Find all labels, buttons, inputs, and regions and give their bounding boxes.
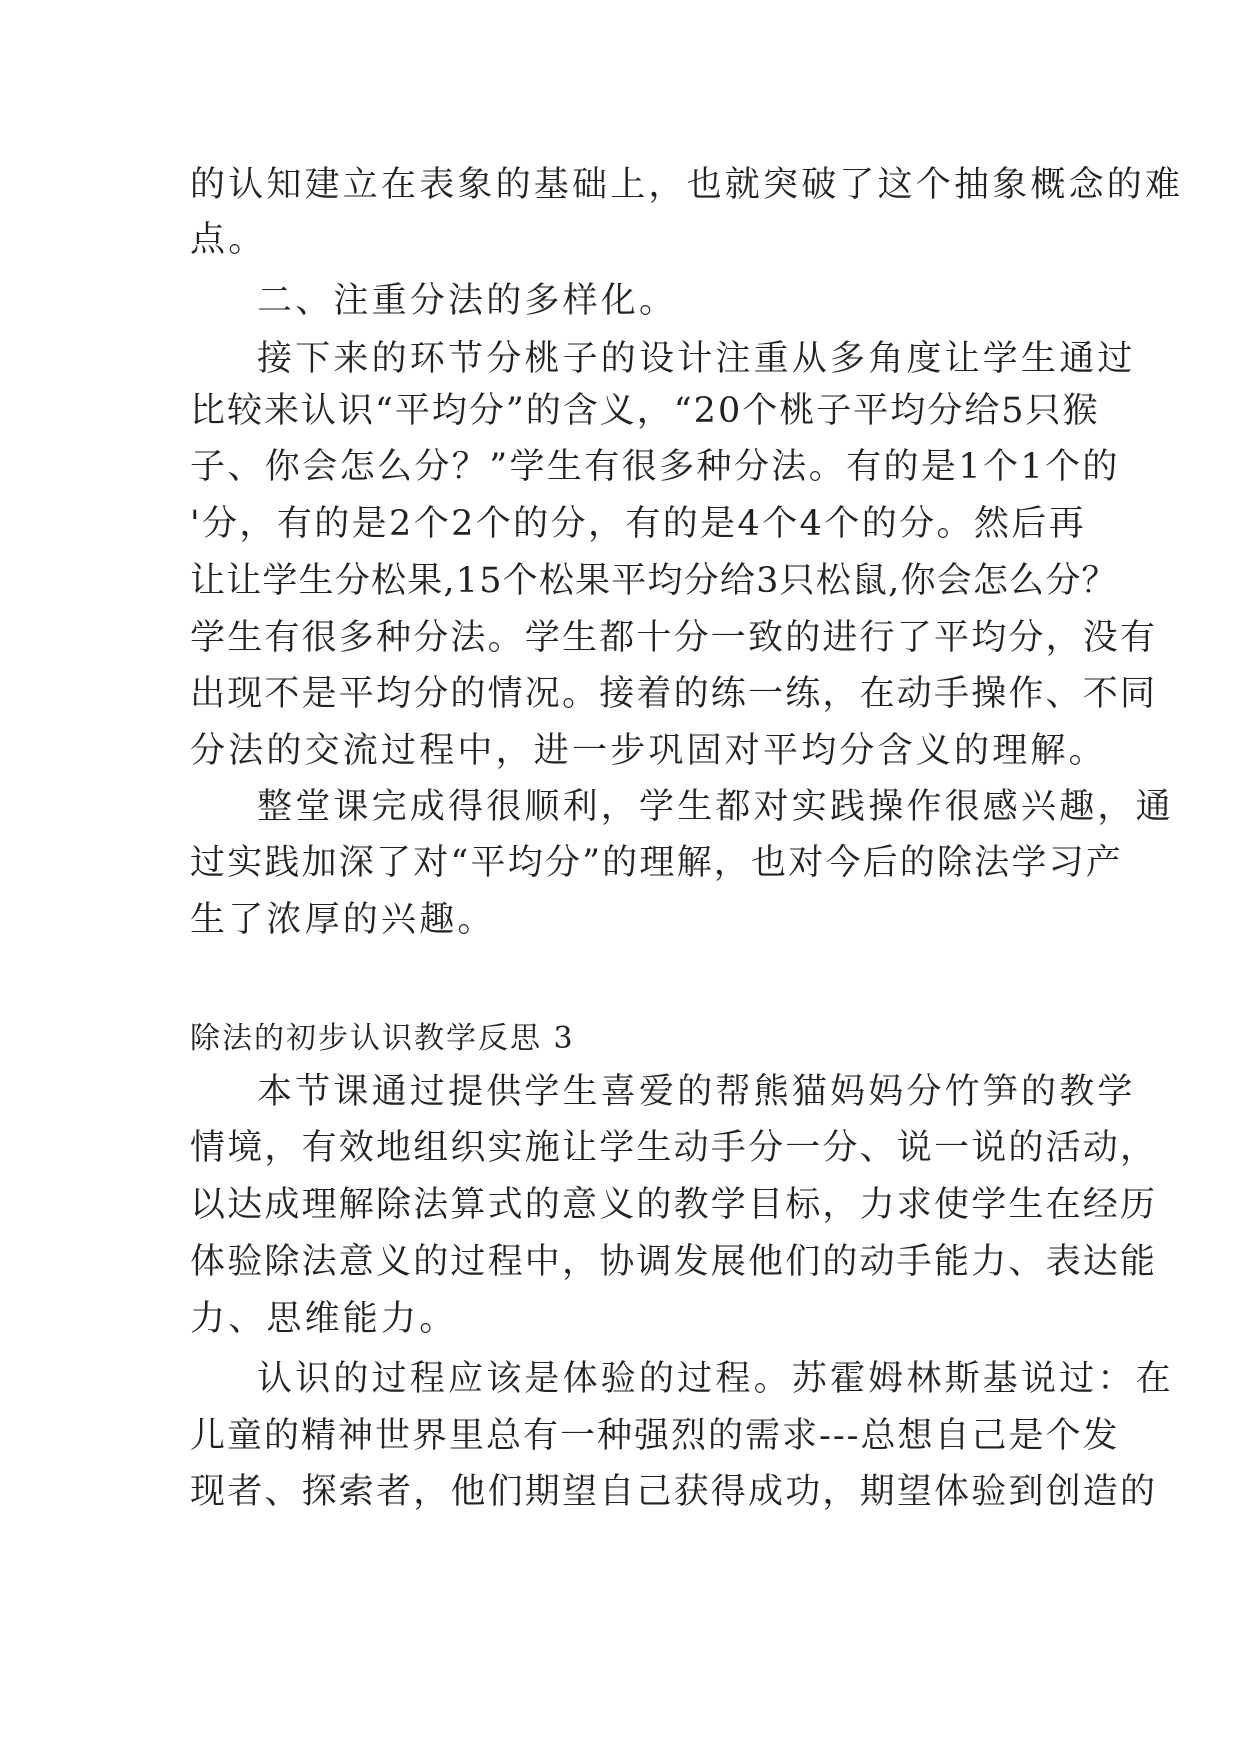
- body-line: 现者、探索者，他们期望自己获得成功，期望体验到创造的: [190, 1472, 1158, 1512]
- body-line: 儿童的精神世界里总有一种强烈的需求---总想自己是个发: [190, 1416, 1120, 1456]
- body-line: 情境，有效地组织实施让学生动手分一分、说一说的活动，: [190, 1128, 1158, 1168]
- body-line: 体验除法意义的过程中，协调发展他们的动手能力、表达能: [190, 1242, 1158, 1282]
- body-line: 过实践加深了对“平均分”的理解，也对今后的除法学习产: [190, 843, 1123, 883]
- body-line: 接下来的环节分桃子的设计注重从多角度让学生通过: [257, 339, 1136, 379]
- body-line: 学生有很多种分法。学生都十分一致的进行了平均分，没有: [190, 618, 1158, 658]
- body-line: 整堂课完成得很顺利，学生都对实践操作很感兴趣，通: [257, 787, 1174, 827]
- body-line: 的认知建立在表象的基础上，也就突破了这个抽象概念的难: [190, 165, 1184, 205]
- body-line: '分，有的是2个2个的分，有的是4个4个的分。然后再: [190, 504, 1087, 544]
- body-line: 力、思维能力。: [190, 1299, 458, 1339]
- body-line: 子、你会怎么分？”学生有很多种分法。有的是1个1个的: [190, 447, 1120, 487]
- body-line: 让让学生分松果,15个松果平均分给3只松鼠,你会怎么分？: [190, 561, 1118, 601]
- body-line: 比较来认识“平均分”的含义，“20个桃子平均分给5只猴: [190, 391, 1100, 431]
- subheading: 二、注重分法的多样化。: [257, 281, 678, 321]
- section-heading: 除法的初步认识教学反思 3: [190, 1021, 575, 1056]
- body-line: 分法的交流过程中，进一步巩固对平均分含义的理解。: [190, 731, 1107, 771]
- body-line: 以达成理解除法算式的意义的教学目标，力求使学生在经历: [190, 1185, 1158, 1225]
- body-line: 点。: [190, 220, 267, 260]
- body-line: 生了浓厚的兴趣。: [190, 900, 496, 940]
- body-line: 认识的过程应该是体验的过程。苏霍姆林斯基说过：在: [257, 1359, 1174, 1399]
- body-line: 出现不是平均分的情况。接着的练一练，在动手操作、不同: [190, 674, 1158, 714]
- body-line: 本节课通过提供学生喜爱的帮熊猫妈妈分竹笋的教学: [257, 1072, 1136, 1112]
